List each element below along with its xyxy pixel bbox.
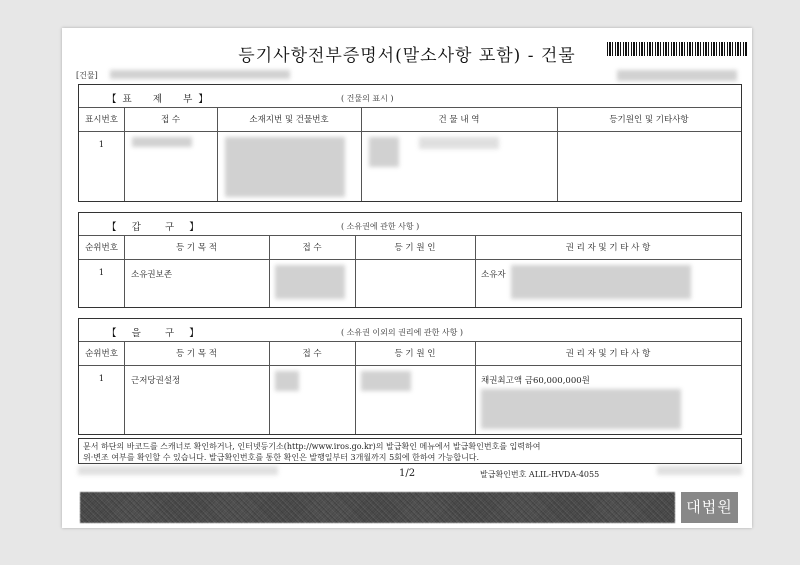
pyoje-col-cause: 등기원인 및 기타사항	[609, 115, 689, 125]
eul-purpose: 근저당권설정	[131, 376, 181, 386]
document-title: 등기사항전부증명서(말소사항 포함) - 건물	[238, 46, 576, 66]
gap-col-receipt: 접 수	[302, 243, 322, 253]
redacted-mortgagee	[481, 389, 681, 429]
eul-subtitle: ( 소유권 이외의 권리에 관한 사항 )	[341, 328, 463, 337]
gap-col-cause: 등 기 원 인	[394, 243, 436, 253]
pyoje-col-location: 소재지번 및 건물번호	[249, 115, 329, 125]
eul-row-no: 1	[98, 374, 105, 384]
redacted-header-info	[617, 70, 737, 81]
redacted-footer-right	[657, 466, 742, 475]
redacted-receipt	[132, 137, 192, 147]
eul-col-no: 순위번호	[85, 349, 118, 359]
pyoje-col-receipt: 접 수	[160, 115, 181, 125]
notice-line-1: 문서 하단의 바코드를 스캐너로 확인하거나, 인터넷등기소(http://www.iros.go.kr)의 발급확인 메뉴에서 발급확인번호를 입력하여	[83, 442, 541, 451]
pyoje-row-no: 1	[98, 140, 105, 150]
gap-col-holder: 권 리 자 및 기 타 사 항	[565, 243, 651, 253]
pyoje-col-no: 표시번호	[85, 115, 118, 125]
eul-col-receipt: 접 수	[302, 349, 322, 359]
eul-section	[78, 318, 742, 435]
gap-col-purpose: 등 기 목 적	[176, 243, 217, 253]
gap-col-no: 순위번호	[85, 243, 118, 253]
certificate-page	[62, 28, 752, 528]
gap-subtitle: ( 소유권에 관한 사항 )	[341, 222, 420, 231]
supreme-court-seal: 대법원	[681, 492, 738, 523]
top-barcode	[607, 42, 747, 56]
redacted-structure	[369, 137, 399, 167]
redacted-location	[225, 137, 345, 197]
page-number: 1/2	[399, 468, 416, 479]
eul-col-cause: 등 기 원 인	[394, 349, 436, 359]
gap-section	[78, 212, 742, 308]
bottom-2d-barcode	[80, 492, 675, 523]
notice-box	[78, 438, 742, 464]
gap-title: 【 갑 구 】	[107, 222, 199, 233]
redacted-eul-receipt	[275, 371, 299, 391]
eul-max-claim: 채권최고액 금60,000,000원	[481, 376, 590, 386]
pyoje-title: 【 표 제 부 】	[107, 94, 208, 105]
gap-purpose: 소유권보존	[131, 270, 173, 280]
redacted-eul-cause	[361, 371, 411, 391]
gap-owner-label: 소유자	[481, 270, 506, 280]
pyoje-col-details: 건 물 내 역	[438, 115, 480, 125]
redacted-gap-receipt	[275, 265, 345, 299]
eul-col-holder: 권 리 자 및 기 타 사 항	[565, 349, 651, 359]
pyoje-subtitle: ( 건물의 표시 )	[341, 94, 394, 103]
issue-confirmation-number: 발급확인번호 ALIL-HVDA-4055	[480, 470, 600, 479]
building-prefix: [건물]	[76, 71, 98, 80]
eul-title: 【 을 구 】	[107, 328, 199, 339]
redacted-address	[110, 70, 290, 79]
redacted-owner	[511, 265, 691, 299]
eul-col-purpose: 등 기 목 적	[176, 349, 217, 359]
redacted-area	[419, 137, 499, 149]
gap-row-no: 1	[98, 268, 105, 278]
pyoje-section	[78, 84, 742, 202]
notice-line-2: 위·변조 여부를 확인할 수 있습니다. 발급확인번호를 통한 확인은 발행일부터 3개월까지 5회에 한하여 가능합니다.	[83, 453, 480, 462]
redacted-footer-left	[78, 466, 278, 475]
